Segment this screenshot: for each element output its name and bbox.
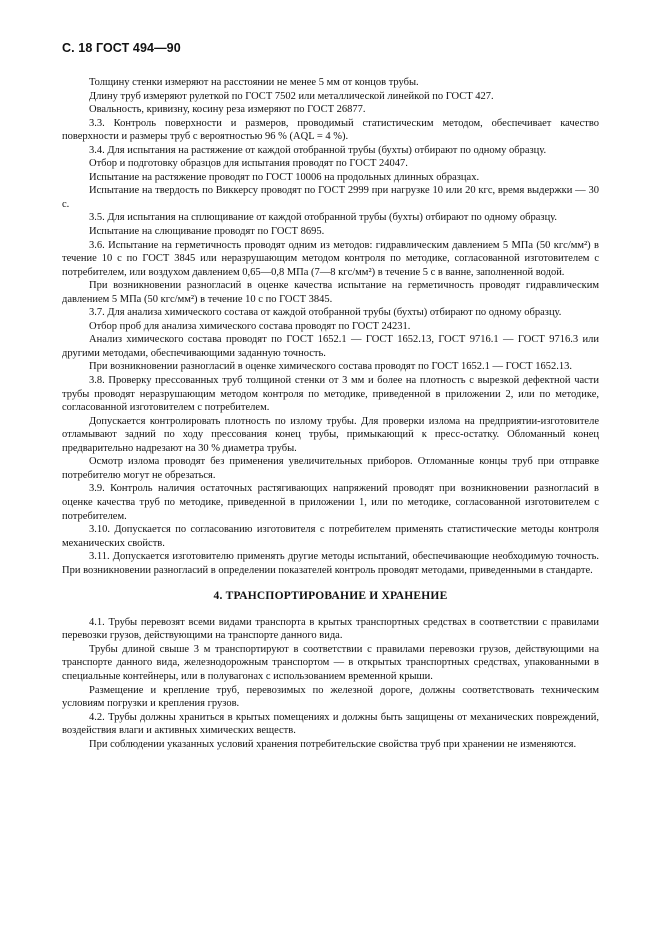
paragraph: Испытание на растяжение проводят по ГОСТ 10006 на продольных длинных образцах. xyxy=(89,171,480,183)
paragraph: Испытание на твердость по Виккерсу проводят по ГОСТ 2999 при нагрузке 10 или 20 кгс, время выдержки — 30 с. xyxy=(62,185,599,210)
paragraph: 3.11. Допускается изготовителю применять другие методы испытаний, обеспечивающие необходимую точность. При возникновении разногласий в определении показателей контроль проводят методами, приведенными в стандарте. xyxy=(62,551,599,576)
paragraph: 3.3. Контроль поверхности и размеров, проводимый статистическим методом, обеспечивает качество поверхности и размеры труб с вероятностью 96 % (AQL = 4 %). xyxy=(62,117,599,143)
paragraph: Размещение и крепление труб, перевозимых по железной дороге, должны соответствовать техническим условиям погрузки и крепления грузов. xyxy=(62,684,599,710)
paragraph: 3.5. Для испытания на сплющивание от каждой отобранной трубы (бухты) отбирают по одному образцу. xyxy=(89,212,558,224)
paragraph: Допускается контролировать плотность по излому трубы. Для проверки излома на предприятии-изготовителе отламывают задний по ходу прессования конец трубы, примыкающий к пресс-остатку. Обломанный конец предварительно надрезают на 30 % диаметра трубы. xyxy=(62,415,599,454)
document-body xyxy=(62,76,599,751)
section-4 xyxy=(62,616,599,751)
paragraph: 3.6. Испытание на герметичность проводят одним из методов: гидравлическим давлением 5 МПа (50 кгс/мм²) в течение 10 с по ГОСТ 3845 или неразрушающим методом контроля по методике, согласованной изготовителем с потребителем, или воздухом давлением 0,65—0,8 МПа (7—8 кгс/мм²) в течение 5 с в ванне, заполненной водой. xyxy=(62,239,599,278)
paragraph: Испытание на слющивание проводят по ГОСТ 8695. xyxy=(89,226,325,238)
paragraph: 3.10. Допускается по согласованию изготовителя с потребителем применять статистические методы контроля механических свойств. xyxy=(62,524,599,549)
paragraph: При возникновении разногласий в оценке химического состава проводят по ГОСТ 1652.1 — ГОСТ 1652.13. xyxy=(89,361,572,373)
paragraph: Овальность, кривизну, косину реза измеряют по ГОСТ 26877. xyxy=(89,104,366,116)
paragraph: Осмотр излома проводят без применения увеличительных приборов. Отломанные концы труб при отправке потребителю могут не обрезаться. xyxy=(62,456,599,481)
paragraph: При соблюдении указанных условий хранения потребительские свойства труб при хранении не изменяются. xyxy=(89,738,577,750)
paragraph: При возникновении разногласий в оценке качества испытание на герметичность проводят гидравлическим давлением 5 МПа (50 кгс/мм²) в течение 10 с по ГОСТ 3845. xyxy=(62,280,599,305)
section-3-continued xyxy=(62,76,599,577)
paragraph: Трубы длиной свыше 3 м транспортируют в соответствии с правилами перевозки грузов, действующими на транспорте данного вида, железнодорожным транспортом — в открытых транспортных средствах, упакованными в специальные контейнеры, или в полувагонах с использованием временной крыши. xyxy=(62,643,599,682)
section-title: 4. ТРАНСПОРТИРОВАНИЕ И ХРАНЕНИЕ xyxy=(213,590,448,603)
paragraph: 4.2. Трубы должны храниться в крытых помещениях и должны быть защищены от механических повреждений, воздействия влаги и активных химических веществ. xyxy=(62,711,599,737)
paragraph: 3.4. Для испытания на растяжение от каждой отобранной трубы (бухты) отбирают по одному образцу. xyxy=(89,144,547,156)
paragraph: 3.9. Контроль наличия остаточных растягивающих напряжений проводят при возникновении разногласий в оценке качества труб по методике, приведенной в приложении 1, или по методике, согласованной изготовителем с потребителем. xyxy=(62,483,599,522)
page-header: С. 18 ГОСТ 494—90 xyxy=(62,41,181,55)
paragraph: Анализ химического состава проводят по ГОСТ 1652.1 — ГОСТ 1652.13, ГОСТ 9716.1 — ГОСТ 9716.3 или другими методами, обеспечивающими заданную точность. xyxy=(62,334,599,359)
paragraph: 3.7. Для анализа химического состава от каждой отобранной трубы (бухты) отбирают по одному образцу. xyxy=(89,307,562,319)
paragraph: Длину труб измеряют рулеткой по ГОСТ 7502 или металлической линейкой по ГОСТ 427. xyxy=(89,90,494,102)
paragraph: Отбор и подготовку образцов для испытания проводят по ГОСТ 24047. xyxy=(89,158,408,170)
paragraph: 4.1. Трубы перевозят всеми видами транспорта в крытых транспортных средствах в соответствии с правилами перевозки грузов, действующими на транспорте данного вида. xyxy=(62,616,599,642)
paragraph: Отбор проб для анализа химического состава проводят по ГОСТ 24231. xyxy=(89,320,411,332)
paragraph: 3.8. Проверку прессованных труб толщиной стенки от 3 мм и более на плотность с вырезкой дефектной части трубы проводят неразрушающим методом контроля по методике, приведенной в приложении 2, или по методике, согласованной изготовителем с потребителем. xyxy=(62,375,599,414)
paragraph: Толщину стенки измеряют на расстоянии не менее 5 мм от концов трубы. xyxy=(89,77,419,88)
